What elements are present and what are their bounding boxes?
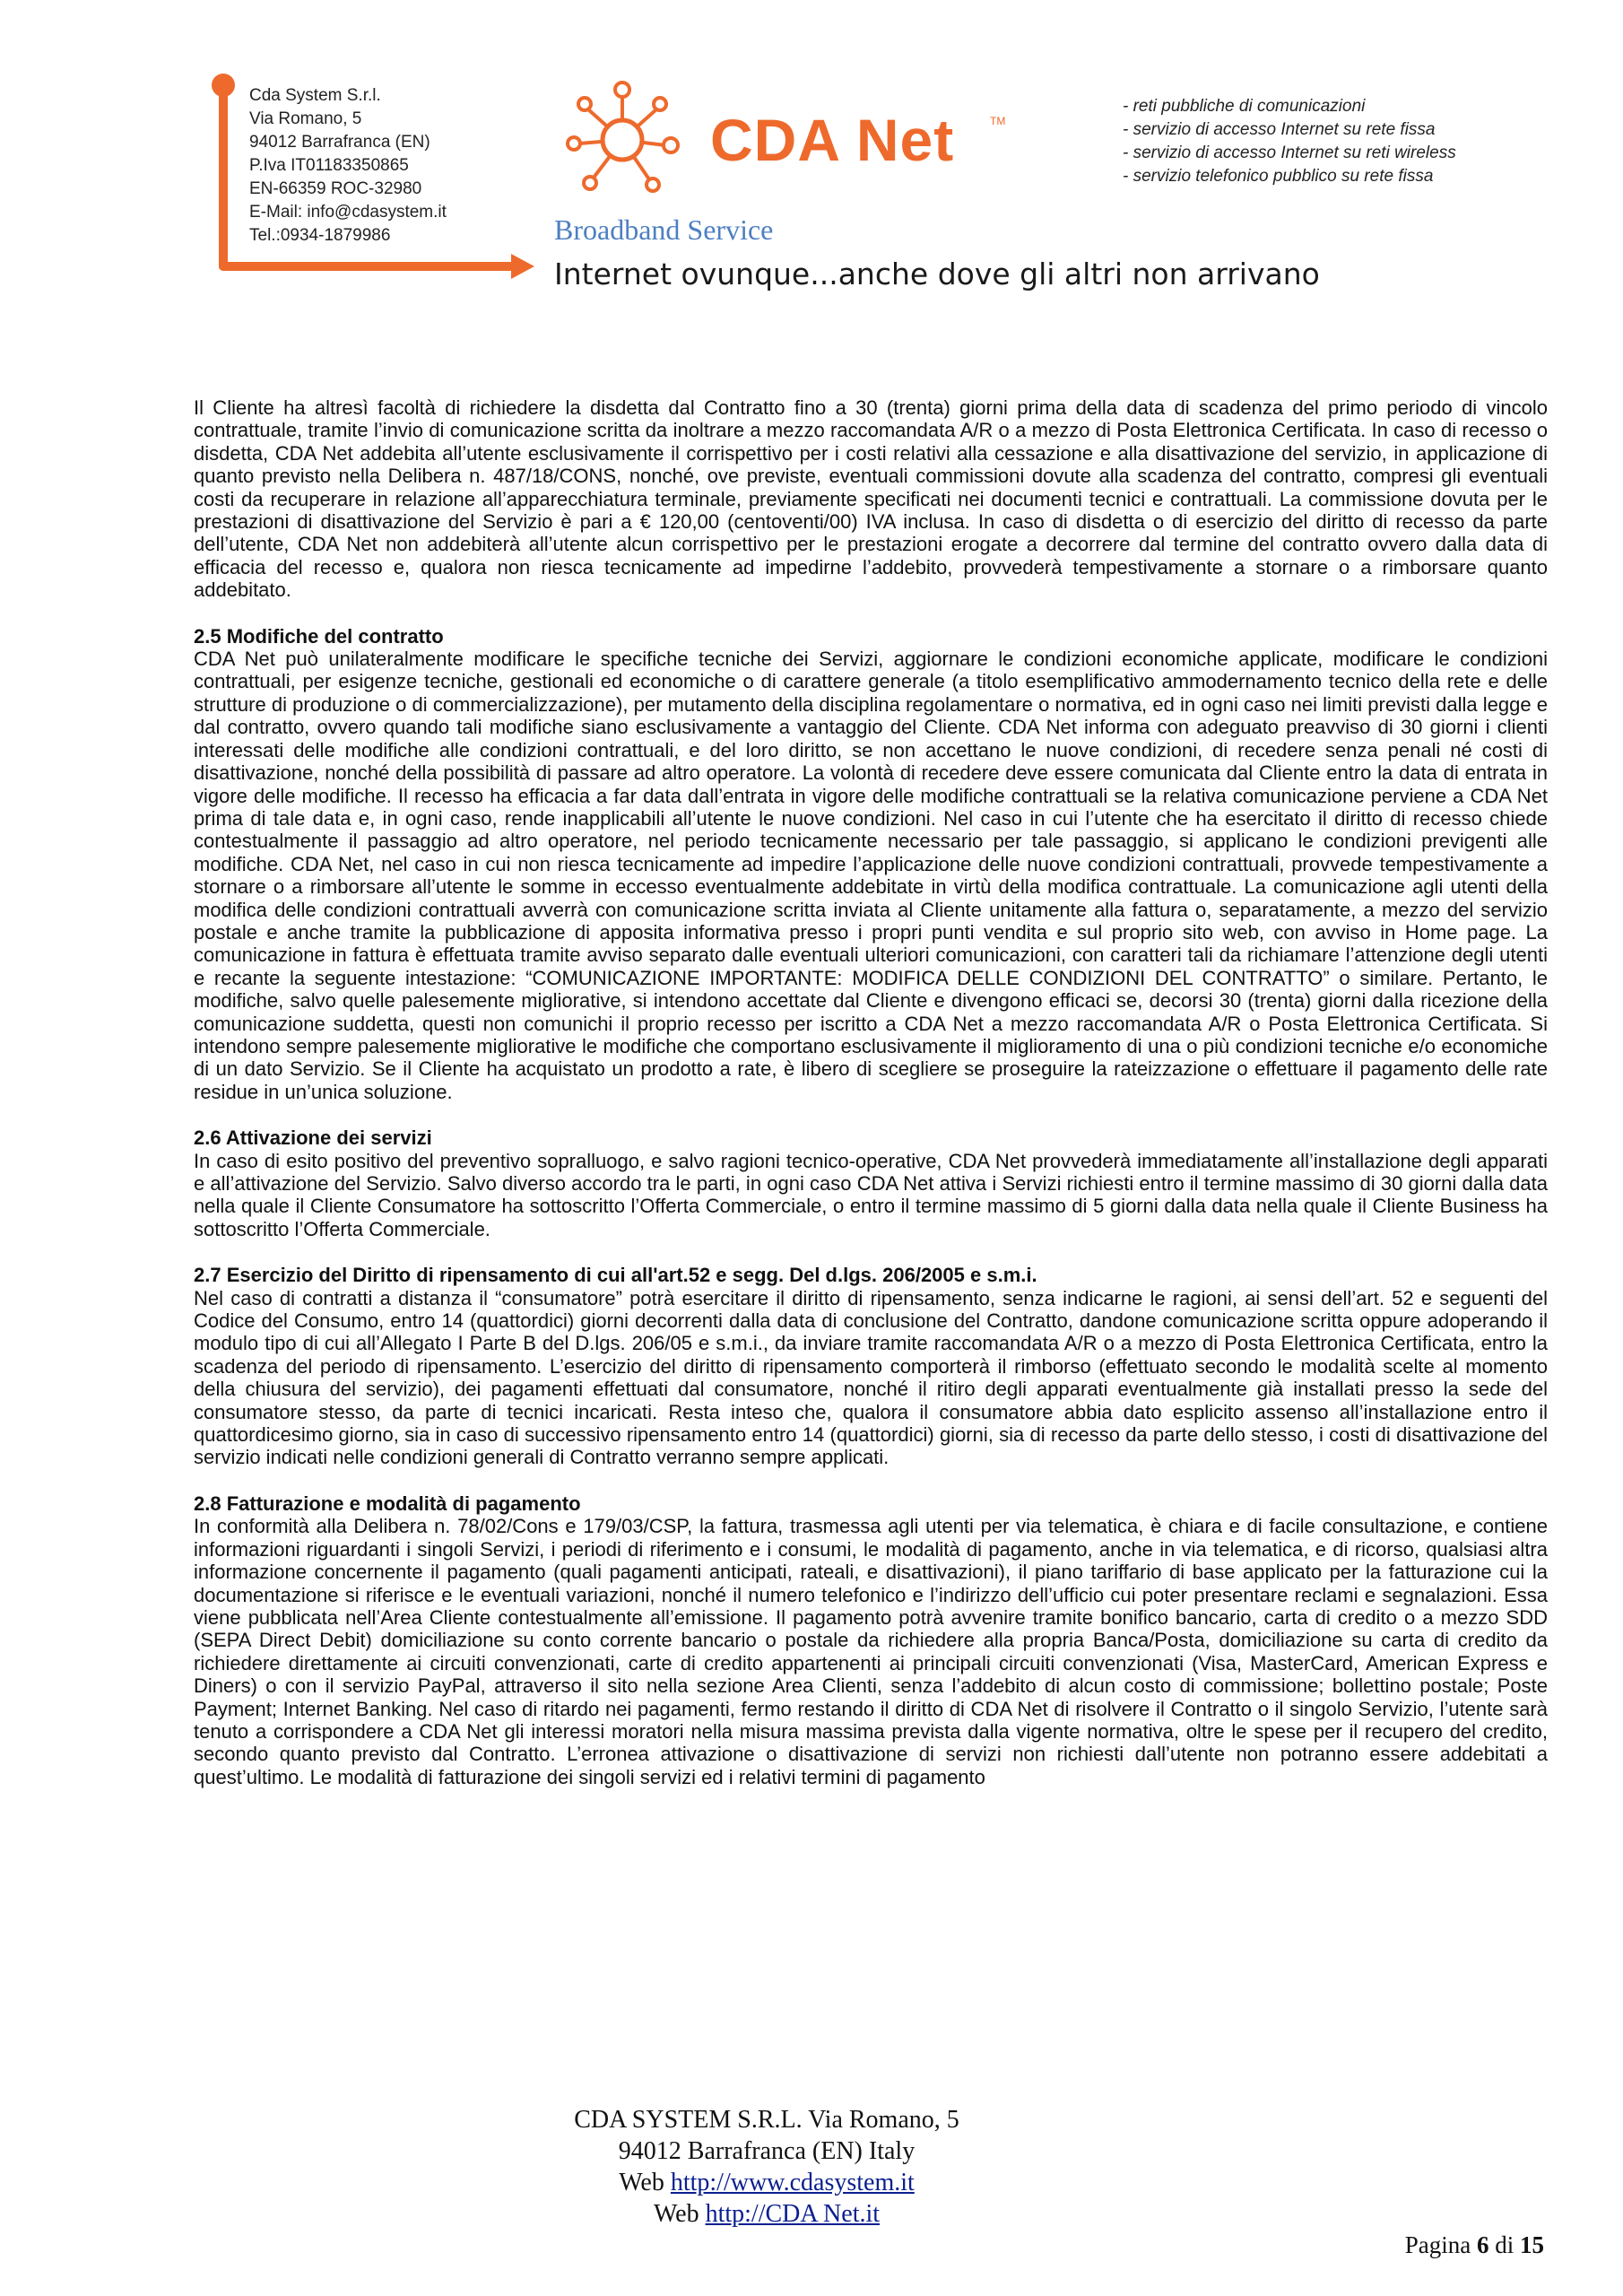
section-text: Nel caso di contratti a distanza il “consumatore” potrà esercitare il diritto di ripensamento, senza indicarne le ragioni, ai sensi dell’art. 52 e seguenti del Codice del Consumo, entro 14 (quattordici) giorni decorrenti dalla data di conclusione del Contratto, dandone comunicazione scritta oppure adoperando il modulo tipo di cui all’Allegato I Parte B del D.lgs. 206/05 e s.m.i., da inviare tramite raccomandata A/R o a mezzo di Posta Elettronica Certificata, entro la scadenza del periodo di ripensamento. L’esercizio del diritto di ripensamento comporterà il rimborso (effettuato secondo le modalità scelte al momento della chiusura del servizio), dei pagamenti effettuati dal consumatore, nonché il ritiro degli apparati eventualmente già installati presso la sede del consumatore stesso, da parte di tecnici incaricati. Resta inteso che, qualora il consumatore abbia dato esplicito assenso all’installazione entro il quattordicesimo giorno, sia in caso di successivo ripensamento entro 14 (quattordici) giorni, sia di recesso da parte dello stesso, i costi di disattivazione del servizio indicati nelle condizioni generali di Contratto verranno sempre applicati.: [194, 1286, 1548, 1469]
brand-name: CDA Net: [710, 107, 955, 173]
company-line: Via Romano, 5: [249, 109, 362, 128]
company-line: P.Iva IT01183350865: [249, 156, 409, 175]
company-line: Cda System S.r.l.: [249, 86, 381, 105]
page-of: di: [1495, 2231, 1515, 2258]
section-title: 2.6 Attivazione dei servizi: [194, 1126, 432, 1150]
section-text: In conformità alla Delibera n. 78/02/Cons e 179/03/CSP, la fattura, trasmessa agli utenti per via telematica, è chiara e di facile consultazione, e contiene informazioni riguardanti i singoli Servizi, i periodi di riferimento e i consumi, le modalità di pagamento, anche in via telematica, e di ricorso, qualsiasi altra informazione concernente il pagamento (quali pagamenti anticipati, rateali, e disattivazioni), il piano tariffario di base applicato per la fatturazione cui la documentazione si riferisce e le eventuali variazioni, nonché il numero telefonico e l’indirizzo dell’ufficio cui poter presentare reclami e segnalazioni. Essa viene pubblicata nell’Area Cliente contestualmente all’emissione. Il pagamento potrà avvenire tramite bonifico bancario, carta di credito o a mezzo SDD (SEPA Direct Debit) domiciliazione su conto corrente bancario o postale da richiedere alla propria Banca/Posta, domiciliazione su carta di credito da richiedere direttamente ai circuiti convenzionati, carte di credito appartenenti ai principali circuiti convenzionati (Visa, MasterCard, American Express e Diners) o con il servizio PayPal, attraverso il sito nella sezione Area Clienti, senza l’addebito di alcun costo di commissione; bollettino postale; Poste Payment; Internet Banking. Nel caso di ritardo nei pagamenti, fermo restando il diritto di CDA Net di risolvere il Contratto o il singolo Servizio, l’utente sarà tenuto a corrispondere a CDA Net gli interessi moratori nella misura massima prevista dalla vigente normativa, oltre le spese per il recupero del credito, secondo quanto previsto dal Contratto. L’erronea attivazione o disattivazione di servizi non richiesti dall’utente non potranno essere addebitati a quest’ultimo. Le modalità di fatturazione dei singoli servizi ed i relativi termini di pagamento: [194, 1515, 1548, 1788]
header-orange-dot: [212, 74, 235, 97]
footer-link-cdanet[interactable]: http://CDA Net.it: [705, 2200, 881, 2228]
company-line: 94012 Barrafranca (EN): [249, 133, 430, 152]
footer-web-label: Web: [619, 2169, 664, 2196]
section-title: 2.5 Modifiche del contratto: [194, 624, 444, 648]
trademark: TM: [990, 115, 1006, 127]
footer-web-row: [453, 2198, 1081, 2230]
service-item: - servizio telefonico pubblico su rete fissa: [1123, 167, 1434, 186]
services-list: [1123, 95, 1456, 188]
company-line: E-Mail: info@cdasystem.it: [249, 203, 447, 222]
section-text: CDA Net può unilateralmente modificare le specifiche tecniche dei Servizi, aggiornare le condizioni economiche applicate, modificare le condizioni contrattuali, per esigenze tecniche, gestionali ed economiche o di carattere generale (a titolo esemplificativo ammodernamento tecnico della rete e delle strutture di produzione o di commercializzazione), per mutamento della disciplina regolamentare o normativa, ed in ogni caso nei limiti previsti dalla legge e dal contratto, ovvero quando tali modifiche siano esclusivamente a vantaggio del Cliente. CDA Net informa con adeguato preavviso di 30 giorni i clienti interessati delle modifiche alle condizioni contrattuali, e del loro diritto, se non accettano le nuove condizioni, di recedere senza penali né costi di disattivazione, nonché della possibilità di passare ad altro operatore. La volontà di recedere deve essere comunicata dal Cliente entro la data di entrata in vigore delle modifiche. Il recesso ha efficacia a far data dall’entrata in vigore delle modifiche contrattuali se la relativa comunicazione perviene a CDA Net prima di tale data e, in ogni caso, rende inapplicabili all’utente le nuove condizioni. Nel caso in cui l’utente che ha esercitato il diritto di recesso chiede contestualmente il passaggio ad altro operatore, nel periodo tecnicamente necessario per tale passaggio, si applicano le condizioni previgenti alle modifiche. CDA Net, nel caso in cui non riesca tecnicamente ad impedire l’applicazione delle nuove condizioni contrattuali, provvede tempestivamente a stornare o a rimborsare all’utente le somme in eccesso eventualmente addebitate in virtù della modifica contrattuale. La comunicazione agli utenti della modifica delle condizioni contrattuali avverrà con comunicazione scritta inviata al Cliente unitamente alla fattura o, separatamente, a mezzo del servizio postale e anche tramite la pubblicazione di apposita informativa presso i propri punti vendita e sul proprio sito web, con avviso in Home page. La comunicazione in fattura è effettuata tramite avviso separato dalle eventuali ulteriori comunicazioni, con caratteri tali da richiamare l’attenzione degli utenti e recante la seguente intestazione: “COMUNICAZIONE IMPORTANTE: MODIFICA DELLE CONDIZIONI DEL CONTRATTO” o similare. Pertanto, le modifiche, salvo quelle palesemente migliorative, si intendono accettate dal Cliente e divengono efficaci se, decorsi 30 (trenta) giorni dalla ricezione della comunicazione suddetta, questi non comunichi il proprio recesso per iscritto a CDA Net a mezzo raccomandata A/R o Posta Elettronica Certificata. Si intendono sempre palesemente migliorative le modifiche che comportano esclusivamente il miglioramento di una o più condizioni tecniche e/o economiche di un dato Servizio. Se il Cliente ha acquistato un prodotto a rate, è libero di scegliere se proseguire la rateizzazione o effettuare il pagamento delle rate residue in un’unica soluzione.: [194, 648, 1548, 1103]
page-current: 6: [1476, 2231, 1489, 2258]
header-orange-line: [219, 262, 515, 271]
company-line: Tel.:0934-1879986: [249, 226, 391, 245]
section-title: 2.8 Fatturazione e modalità di pagamento: [194, 1492, 581, 1515]
header-arrow-icon: [511, 254, 534, 279]
service-item: - reti pubbliche di comunicazioni: [1123, 97, 1366, 116]
document-body: [194, 396, 1548, 1788]
service-item: - servizio di accesso Internet su reti wireless: [1123, 144, 1456, 162]
section-text: In caso di esito positivo del preventivo sopralluogo, e salvo ragioni tecnico-operative, CDA Net provvederà immediatamente all’installazione degli apparati e all’attivazione del Servizio. Salvo diverso accordo tra le parti, in ogni caso CDA Net attiva i Servizi richiesti entro il termine massimo di 30 giorni dalla data nella quale il Cliente Consumatore ha sottoscritto l’Offerta Commerciale, o entro il termine massimo di 5 giorni dalla data nella quale il Cliente Business ha sottoscritto l’Offerta Commerciale.: [194, 1149, 1548, 1240]
header-orange-bar: [219, 83, 228, 271]
page-footer: [453, 2104, 1081, 2230]
tagline: Internet ovunque...anche dove gli altri non arrivano: [554, 257, 1320, 291]
intro-paragraph: Il Cliente ha altresì facoltà di richiedere la disdetta dal Contratto fino a 30 (trenta) giorni prima della data di scadenza del primo periodo di vincolo contrattuale, tramite l’invio di comunicazione scritta da inoltrare a mezzo raccomandata A/R o a mezzo di Posta Elettronica Certificata. In caso di recesso o disdetta, CDA Net addebita all’utente esclusivamente il corrispettivo per i costi relativi alla cessazione e alla disattivazione del servizio, in applicazione di quanto previsto nella Delibera n. 487/18/CONS, nonché, ove previste, eventuali commissioni dovute alla scadenza del contratto, compresi gli eventuali costi da recuperare in relazione all’apparecchiatura terminale, previamente specificati nei documenti tecnici e contrattuali. La commissione dovuta per le prestazioni di disattivazione del Servizio è pari a € 120,00 (centoventi/00) IVA inclusa. In caso di disdetta o di esercizio del diritto di recesso da parte dell’utente, CDA Net non addebiterà all’utente alcun corrispettivo per le prestazioni erogate a decorrere dal termine del contratto ovvero dalla data di efficacia del recesso e, qualora non riesca tecnicamente ad impedirne l’addebito, provvederà tempestivamente a stornare o a rimborsare quanto addebitato.: [194, 396, 1548, 602]
footer-web-row: [453, 2167, 1081, 2198]
service-item: - servizio di accesso Internet su rete fissa: [1123, 120, 1436, 139]
footer-link-cdasystem[interactable]: http://www.cdasystem.it: [670, 2169, 915, 2196]
footer-address-line: 94012 Barrafranca (EN) Italy: [618, 2137, 916, 2165]
company-info: [249, 84, 447, 248]
footer-address-line: CDA SYSTEM S.R.L. Via Romano, 5: [574, 2106, 959, 2134]
company-line: EN-66359 ROC-32980: [249, 179, 422, 198]
subbrand: Broadband Service: [554, 213, 774, 246]
page-prefix: Pagina: [1404, 2231, 1471, 2258]
section-title: 2.7 Esercizio del Diritto di ripensamento di cui all'art.52 e segg. Del d.lgs. 206/2005 e s.m.i.: [194, 1264, 1037, 1287]
page-number: [1405, 2231, 1544, 2259]
footer-web-label: Web: [653, 2200, 699, 2228]
page-total: 15: [1520, 2231, 1544, 2258]
